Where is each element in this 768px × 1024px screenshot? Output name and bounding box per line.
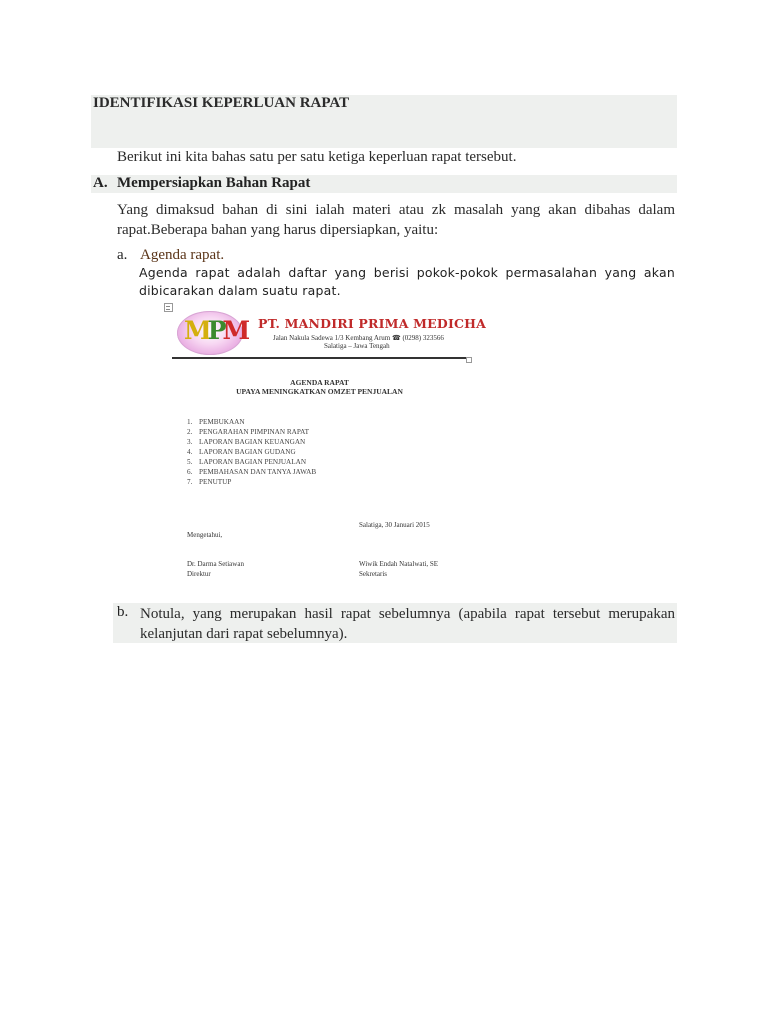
agenda-item: 5. LAPORAN BAGIAN PENJUALAN [187, 458, 307, 466]
image-resize-handle[interactable] [466, 357, 472, 363]
item-b-number: b. [117, 604, 129, 620]
item-a-title: Agenda rapat. [140, 247, 225, 263]
logo-letter: M [184, 316, 208, 345]
document-heading: IDENTIFIKASI KEPERLUAN RAPAT [93, 95, 350, 111]
agenda-item: 1. PEMBUKAAN [187, 418, 245, 426]
company-name: PT. MANDIRI PRIMA MEDICHA [258, 316, 487, 331]
place-date: Salatiga, 30 Januari 2015 [359, 521, 430, 529]
item-a-description: Agenda rapat adalah daftar yang berisi pokok-pokok permasalahan yang akan dibicarakan dalam suatu rapat. [139, 265, 675, 298]
agenda-item: 3. LAPORAN BAGIAN KEUANGAN [187, 438, 306, 446]
letterhead-divider [172, 357, 467, 359]
item-b-text: Notula, yang merupakan hasil rapat sebelumnya (apabila rapat tersebut merupakan kelanjutan dari rapat sebelumnya). [140, 606, 675, 642]
agenda-item: 4. LAPORAN BAGIAN GUDANG [187, 448, 296, 456]
company-logo-letters [184, 316, 246, 345]
acknowledged-label: Mengetahui, [187, 531, 223, 539]
signer2-role: Sekretaris [359, 570, 387, 578]
item-a-number: a. [117, 247, 128, 263]
section-paragraph: Yang dimaksud bahan di sini ialah materi atau zk masalah yang akan dibahas dalam rapat.Beberapa bahan yang harus dipersiapkan, yaitu: [117, 202, 675, 238]
company-address-line1: Jalan Nakula Sadewa 1/3 Kembang Arum ☎ (0298) 323566 [273, 334, 444, 342]
object-anchor-mark [166, 306, 170, 310]
company-address-line2: Salatiga – Jawa Tengah [324, 342, 390, 350]
signer1-name: Dr. Darma Setiawan [187, 560, 244, 568]
signer2-name: Wiwik Endah Natalwati, SE [359, 560, 439, 568]
agenda-list [187, 417, 316, 487]
agenda-item: 2. PENGARAHAN PIMPINAN RAPAT [187, 428, 309, 436]
agenda-title: AGENDA RAPAT [290, 378, 349, 387]
section-number: A. [93, 175, 108, 191]
signer1-role: Direktur [187, 570, 211, 578]
agenda-item: 7. PENUTUP [187, 478, 232, 486]
agenda-item: 6. PEMBAHASAN DAN TANYA JAWAB [187, 468, 317, 476]
section-title: Mempersiapkan Bahan Rapat [117, 175, 311, 191]
logo-letter: M [222, 316, 247, 345]
agenda-subtitle: UPAYA MENINGKATKAN OMZET PENJUALAN [236, 387, 403, 396]
logo-letter: P [207, 316, 223, 345]
intro-paragraph: Berikut ini kita bahas satu per satu ketiga keperluan rapat tersebut. [117, 149, 517, 165]
